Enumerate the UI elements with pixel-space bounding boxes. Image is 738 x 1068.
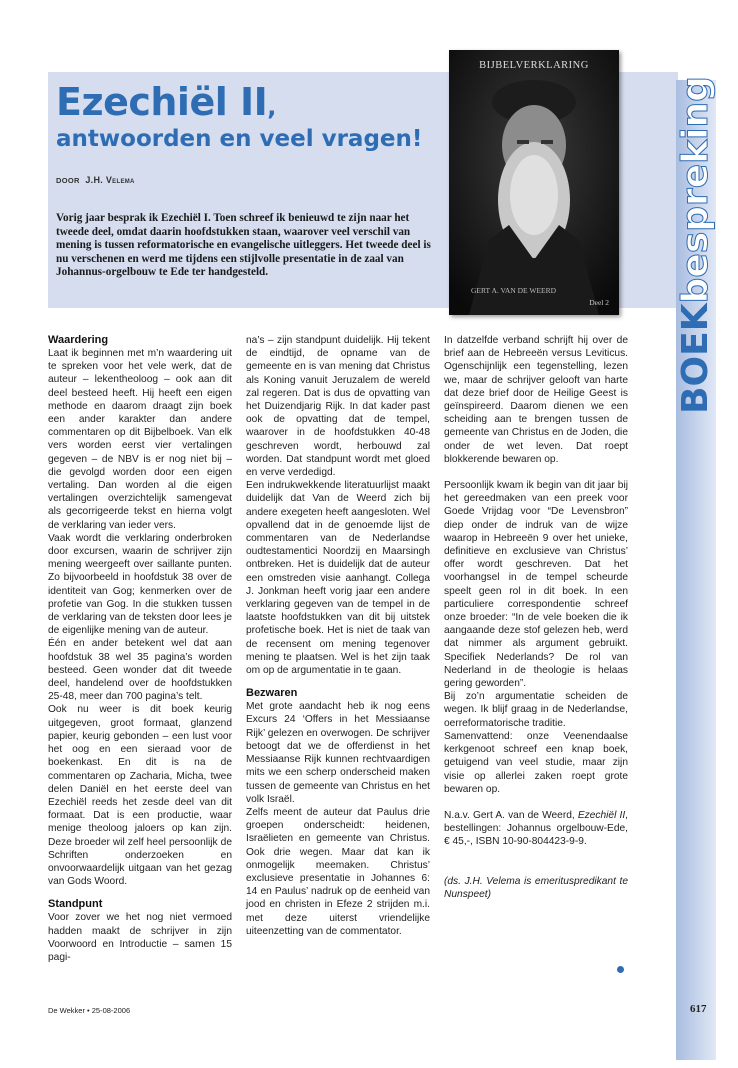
paragraph: Samenvattend: onze Veenendaalse kerkgenoot schreef een knap boek, getuigend van veel studie, maar zijn visie op allerlei zaken roept grote bewaren op. (444, 730, 628, 795)
byline (56, 175, 135, 185)
paragraph: Laat ik beginnen met m’n waardering uit te spreken voor het vele werk, dat de auteur – lekentheoloog – ook aan dit deel besteed heeft. Hij heeft een eigen methode en daarom draagt zijn boek een ander karakter dan andere commentaren op dit Bijbelboek. Van elk vers worden eerst vier vertalingen gegeven – de NBV is er nog niet bij – die gevolgd worden door een eigen vertaling. Dan worden al die eigen vertalingen overzichtelijk samengevat als gecorrigeerde tekst en hierna volgt de verklaring van ieder vers. (48, 348, 232, 531)
paragraph: In datzelfde verband schrijft hij over de brief aan de Hebreeën versus Leviticus. Ogenschijnlijk een tegenstelling, lezen we, maar de schrijver gelooft van harte dat deze brief door de Heilige Geest is geïnspireerd. Daarom dienen we een scheiding aan te brengen tussen de gemeente van Christus en de Joden, die onder de wet leven. Dat roept blokkerende bewaren op. (444, 335, 628, 465)
paragraph-spacer (444, 862, 628, 875)
paragraph: Voor zover we het nog niet vermoed hadden maakt de schrijver in zijn Voorwoord en Introductie – samen 15 pagi- (48, 912, 232, 963)
section-label-bespreking: bespreking (675, 76, 716, 304)
paragraph: Persoonlijk kwam ik begin van dit jaar bij het gereedmaken van een preek voor Goede Vrijdag voor “De Levensbron” diep onder de indruk van de wijze waarop in Hebreeën 9 over het unieke, definitieve en exclusieve van Christus’ offer wordt geschreven. Dat het voorhangsel in de tempel scheurde speelt geen rol in dit boek. In een particuliere correspondentie schreef onze broeder: “In de vele boeken die ik aangaande deze stof gelezen heb, werd dat nimmer als argument gebruikt. Specifiek Nederlands? De rol van Nederland in de theologie is helaas gering geworden”. (444, 480, 628, 690)
paragraph: Zelfs meent de auteur dat Paulus drie groepen onderscheidt: heidenen, Israëlieten en gemeente van Christus. Ook drie wegen. Maar dat kan ik onmogelijk meemaken. Christus’ exclusieve presentatie in Johannes 6: 14 en Paulus’ nadruk op de eenheid van jood en christen in Efeze 2 strijden m.i. met deze uiterst vriendelijke uiteenzetting van de commentator. (246, 806, 430, 937)
book-source-info: N.a.v. Gert A. van de Weerd, Ezechiël II, bestellingen: Johannus orgelbouw-Ede, € 45,-, ISBN 10-90-804423-9-9. (444, 809, 628, 848)
paragraph: Één en ander betekent wel dat aan hoofdstuk 38 wel 35 pagina’s worden besteed. Geen wonder dat dit tweede deel, handelend over de hoofdstukken 25-48, meer dan 700 pagina’s telt. (48, 638, 232, 703)
intro-paragraph: Vorig jaar besprak ik Ezechiël I. Toen schreef ik benieuwd te zijn naar het tweede deel, omdat daarin hoofdstukken staan, waarover veel verschil van mening is tussen reformatorische en evangelische uitleggers. Het tweede deel is nu verschenen en werd me tijdens een stijlvolle presentatie in de zaal van Johannus-orgelbouw te Ede ter handgesteld. (56, 212, 431, 279)
section-label-boek: BOEK (675, 303, 716, 414)
paragraph-spacer (444, 796, 628, 809)
article-title: Ezechiël II, (56, 80, 276, 124)
text-column-3 (444, 334, 628, 901)
paragraph: Ook nu weer is dit boek keurig uitgegeven, groot formaat, glanzend papier, keurig gebonden – een lust voor het oog en een sieraad voor de boekenkast. En dit is na de commentaren op Zacharia, Micha, twee delen Daniël en het eerste deel van Ezechiël reeds het zesde deel van dit formaat. Dat is een productie, waar menige theoloog jaloers op kan zijn. Deze broeder wil zelf heel persoonlijk de Schriften onderzoeken en onvoorwaardelijk uitgaan van het gezag van Gods Woord. (48, 704, 232, 888)
paragraph-spacer (444, 849, 628, 862)
article-subtitle: antwoorden en veel vragen! (56, 126, 423, 152)
paragraph: na’s – zijn standpunt duidelijk. Hij tekent de eindtijd, de opname van de gemeente en is van mening dat Christus als Koning vanuit Jeruzalem de wereld zal regeren. Dat is dus de opvatting van het Duizendjarig Rijk. In dat kader past ook de opvatting dat de tempel, waarover in de hoofdstukken 40-48 geschreven wordt, herbouwd zal worden. Dat standpunt wordt met gloed en verve verdedigd. (246, 335, 430, 479)
paragraph: Bij zo’n argumentatie scheiden de wegen. Ik blijf graag in de Nederlandse, oerreformatorische traditie. (444, 691, 628, 729)
text-column-2 (246, 334, 430, 938)
heading-bezwaren: Bezwaren (246, 687, 298, 700)
footer-publication: De Wekker • 25-08-2006 (48, 1006, 131, 1015)
book-cover-image (449, 50, 619, 315)
cover-author: GERT A. VAN DE WEERD (471, 286, 557, 295)
text-column-1 (48, 334, 232, 964)
portrait-illustration (449, 50, 619, 315)
cover-series-title: BIJBELVERKLARING (479, 60, 589, 71)
byline-author: J.H. Velema (85, 175, 135, 185)
end-of-article-dot (617, 966, 624, 973)
byline-prefix: DOOR (56, 176, 80, 185)
heading-standpunt: Standpunt (48, 898, 103, 911)
paragraph-spacer (444, 466, 628, 479)
cover-volume: Deel 2 (589, 298, 609, 307)
section-label (675, 76, 716, 414)
page-number: 617 (690, 1003, 707, 1015)
author-note: (ds. J.H. Velema is emerituspredikant te Nunspeet) (444, 875, 628, 900)
paragraph: Vaak wordt die verklaring onderbroken door excursen, waarin de schrijver zijn mening weergeeft over saillante punten. Zo bijvoorbeeld in hoofdstuk 38 over de identiteit van Gog; kenmerken over de profetie van Gog. In die stukken tussen de verklaring van de teksten door lees je de eigenlijke mening van de auteur. (48, 532, 232, 637)
paragraph: Met grote aandacht heb ik nog eens Excurs 24 ‘Offers in het Messiaanse Rijk’ gelezen en overwogen. De schrijver betoogt dat we de offerdienst in het Messiaanse Rijk kunnen rechtvaardigen mits we een scherp onderscheid maken tussen de gemeente van Christus en het volk Israël. (246, 701, 430, 805)
heading-waardering: Waardering (48, 334, 109, 346)
paragraph: Een indrukwekkende literatuurlijst maakt duidelijk dat Van de Weerd zich bij andere exegeten heeft aangesloten. Wel opvallend dat in de genoemde lijst de commentaren van de Nederlandse oudtestamentici Noordzij en Maarsingh ontbreken. Het is duidelijk dat de auteur een omstreden visie aanhangt. Collega J. Jonkman heeft vorig jaar een andere verklaring gegeven van de tempel in de laatste hoofdstukken van dit bij uitstek profetische boek. Het is niet de taak van de recensent om mening tegenover mening te plaatsen. Wel is het zijn taak om op de argumentatie in te gaan. (246, 480, 430, 677)
